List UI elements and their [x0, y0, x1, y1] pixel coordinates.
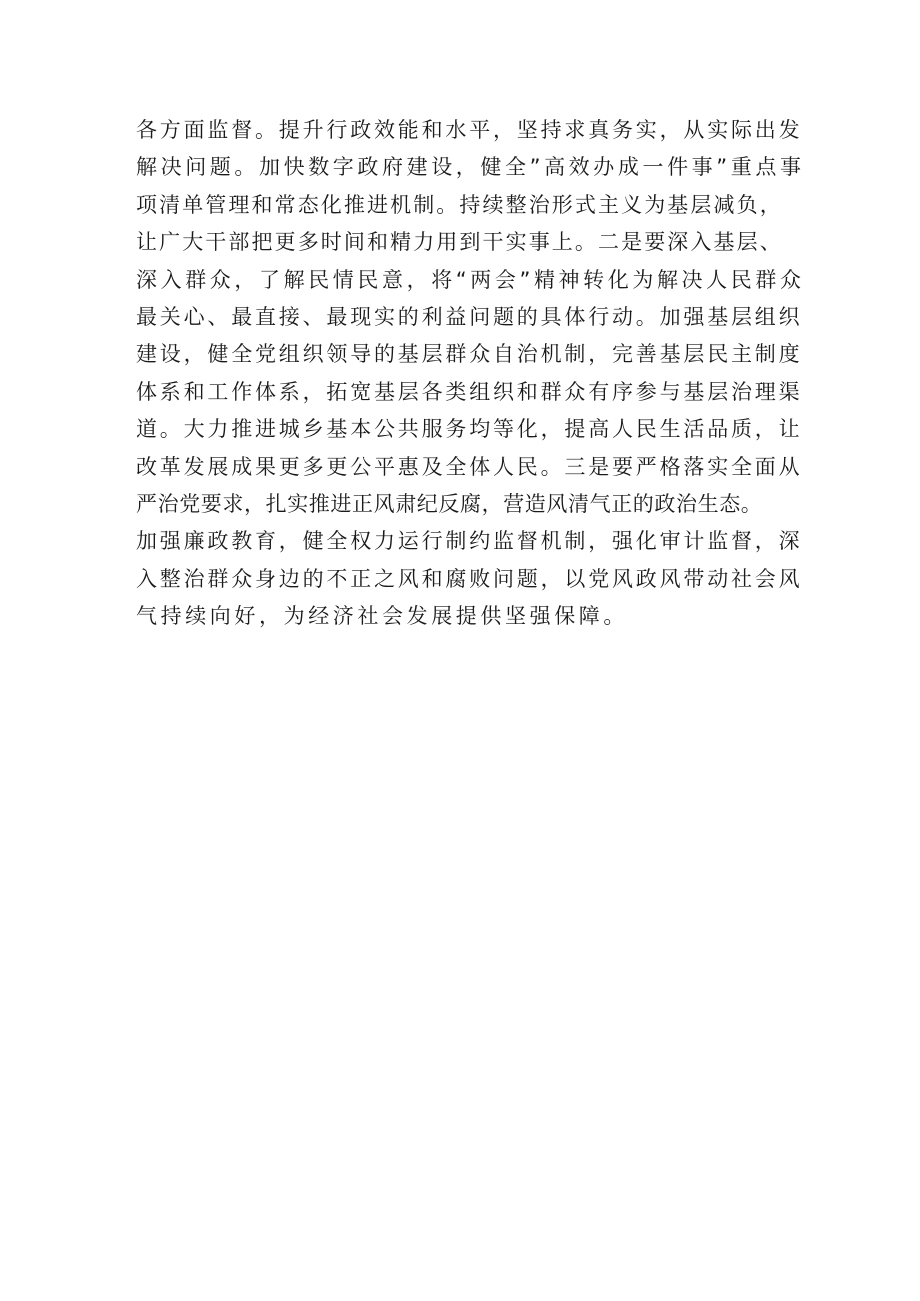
text-line: 让广大干部把更多时间和精力用到干实事上。二是要深入基层、	[136, 230, 783, 255]
text-line: 严治党要求，扎实推进正风肃纪反腐，营造风清气正的政治生态。	[136, 491, 763, 516]
text-line: 项清单管理和常态化推进机制。持续整治形式主义为基层减负，	[136, 192, 783, 217]
text-line: 入整治群众身边的不正之风和腐败问题，以党风政风带动社会风	[136, 566, 803, 591]
text-line: 体系和工作体系，拓宽基层各类组织和群众有序参与基层治理渠	[136, 379, 803, 404]
text-line: 最关心、最直接、最现实的利益问题的具体行动。加强基层组织	[136, 304, 803, 329]
text-line: 各方面监督。提升行政效能和水平，坚持求真务实，从实际出发	[136, 118, 803, 142]
text-line: 解决问题。加快数字政府建设，健全”高效办成一件事”重点事	[136, 155, 805, 180]
text-line: 加强廉政教育，健全权力运行制约监督机制，强化审计监督，深	[136, 529, 803, 554]
text-line: 建设，健全党组织领导的基层群众自治机制，完善基层民主制度	[136, 342, 803, 367]
text-line: 气持续向好，为经济社会发展提供坚强保障。	[136, 604, 628, 629]
text-line: 道。大力推进城乡基本公共服务均等化，提高人民生活品质，让	[136, 417, 803, 442]
body-paragraph	[136, 112, 806, 635]
text-line: 深入群众，了解民情民意，将“两会”精神转化为解决人民群众	[136, 267, 805, 292]
text-line: 改革发展成果更多更公平惠及全体人民。三是要严格落实全面从	[136, 454, 803, 479]
